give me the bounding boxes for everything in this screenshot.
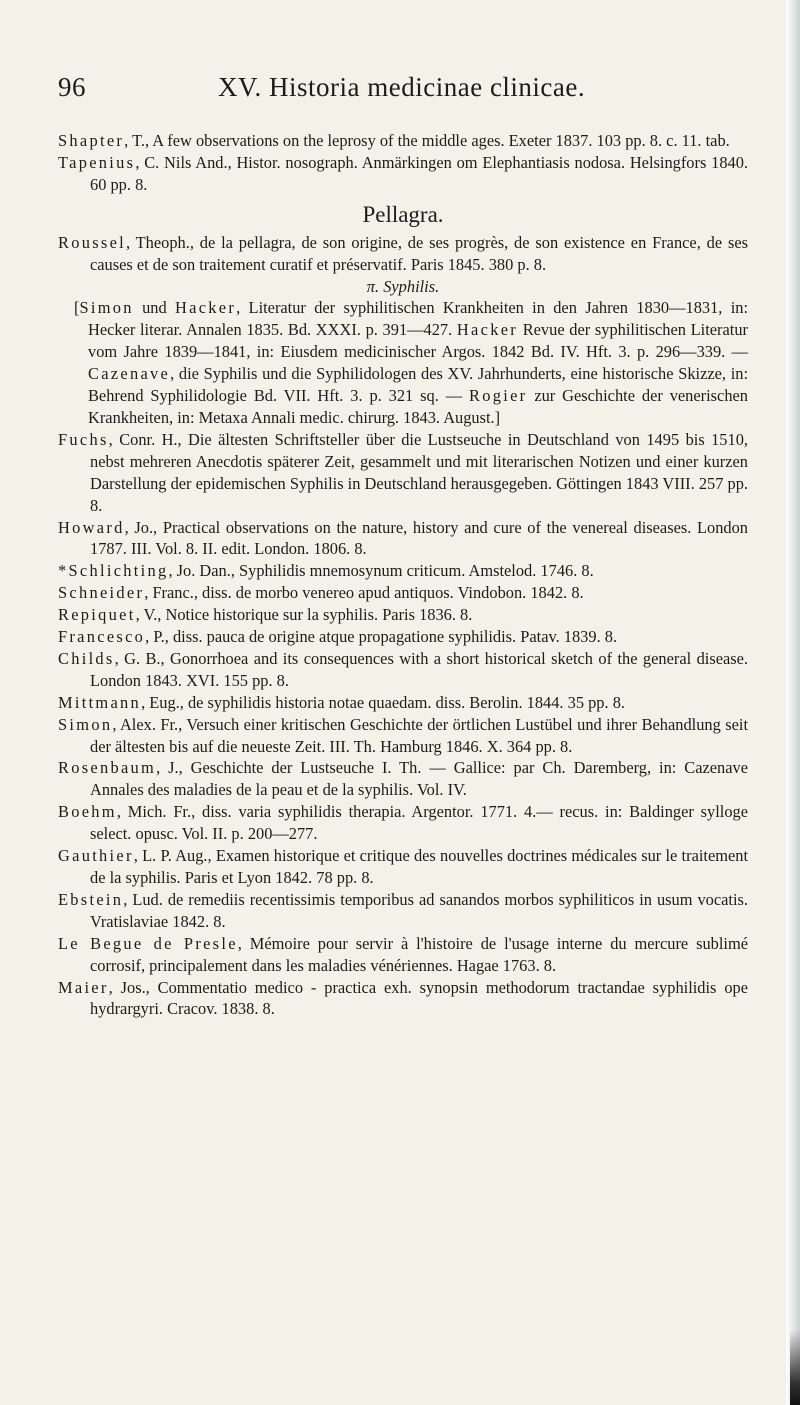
page-number: 96 <box>58 72 86 102</box>
page-edge-shadow <box>790 1330 800 1405</box>
bib-entry <box>58 648 748 692</box>
entry-author: Roussel <box>58 232 127 252</box>
entry-author: Simon <box>79 298 134 318</box>
entry-author: Shapter <box>58 131 125 150</box>
entry-author: Hacker <box>175 298 237 318</box>
entry-text: , C. Nils And., Histor. nosograph. Anmärkingen om Elephantiasis nodosa. Helsingfors 1840. 60 pp. 8. <box>90 152 748 194</box>
section-title-pellagra: Pellagra. <box>362 201 444 227</box>
entry-text: , Jo., Practical observations on the nature, history and cure of the venereal diseases. London 1787. III. Vol. 8. II. edit. London. 1806. 8. <box>90 517 748 559</box>
entry-author: Repiquet <box>58 605 136 625</box>
bib-entry <box>58 692 748 714</box>
page-edge <box>786 0 800 1405</box>
bibliography <box>58 130 748 1020</box>
running-header <box>58 72 738 106</box>
entry-author: Ebstein <box>58 889 124 909</box>
entry-text: , Alex. Fr., Versuch einer kritischen Geschichte der örtlichen Lustübel und ihrer Behandlung seit der ältesten bis auf die neueste Zeit. III. Th. Hamburg 1846. X. 364 pp. 8. <box>90 714 748 756</box>
entry-text: , Jos., Commentatio medico - practica exh. synopsin methodorum tractandae syphilidis ope hydrargyri. Cracov. 1838. 8. <box>90 977 748 1019</box>
bib-entry <box>58 130 748 152</box>
bib-entry <box>58 429 748 517</box>
entry-text: , V., Notice historique sur la syphilis. Paris 1836. 8. <box>135 605 473 625</box>
entry-text: , J., Geschichte der Lustseuche I. Th. — Gallice: par Ch. Daremberg, in: Cazenave Annales des maladies de la peau et de la syphilis. Vol. IV. <box>90 758 748 800</box>
entry-author: Simon <box>58 714 113 734</box>
entry-author: Childs <box>58 648 115 668</box>
header-title: XV. Historia medicinae clinicae. <box>218 72 586 102</box>
bib-entry <box>58 845 748 889</box>
entry-author: Rosenbaum <box>58 758 157 778</box>
bib-entry <box>58 889 748 933</box>
entry-author: Maier <box>58 977 109 997</box>
entry-text: , G. B., Gonorrhoea and its consequences with a short historical sketch of the general disease. London 1843. XVI. 155 pp. 8. <box>90 648 748 690</box>
bib-entry <box>58 933 748 977</box>
bracketed-literature-note <box>58 297 748 428</box>
bracket-open: [ <box>74 298 80 318</box>
bib-entry <box>58 560 748 582</box>
entry-author: Rogier <box>469 386 528 406</box>
entry-author: Tapenius <box>58 152 136 172</box>
bib-entry <box>58 757 748 801</box>
bib-entry <box>58 152 748 196</box>
bib-entry <box>58 714 748 758</box>
entry-author: Gauthier <box>58 846 134 866</box>
bib-entry <box>58 626 748 648</box>
entry-text: und <box>133 298 176 318</box>
entry-author: Boehm <box>58 802 117 822</box>
bib-entry <box>58 517 748 561</box>
entry-text: , Lud. de remediis recentissimis temporibus ad sanandos morbos syphiliticos in usum vocatis. Vratislaviae 1842. 8. <box>90 889 748 931</box>
entry-author: Fuchs <box>58 429 109 449</box>
entry-text: , T., A few observations on the leprosy of the middle ages. Exeter 1837. 103 pp. 8. c. 11. tab. <box>124 131 730 150</box>
entry-text: , Eug., de syphilidis historia notae quaedam. diss. Berolin. 1844. 35 pp. 8. <box>141 692 625 712</box>
entry-text: , Franc., diss. de morbo venereo apud antiquos. Vindobon. 1842. 8. <box>144 583 584 603</box>
entry-author: Hacker <box>456 320 519 340</box>
entry-text: Revue der syphilitischen Literatur vom Jahre 1839—1841, in: Eiusdem medicinischer Argos. 1842 Bd. IV. Hft. 3. p. 296—339. — <box>88 320 748 362</box>
entry-text: , L. P. Aug., Examen historique et critique des nouvelles doctrines médicales sur le traitement de la syphilis. Paris et Lyon 1842. 78 pp. 8. <box>90 846 748 887</box>
entry-author: *Schlichting <box>58 561 169 581</box>
entry-text: , Jo. Dan., Syphilidis mnemosynum criticum. Amstelod. 1746. 8. <box>168 561 594 581</box>
entry-text: , Theoph., de la pellagra, de son origine, de ses progrès, de son existence en France, de ses causes et de son traitement curatif et préservatif. Paris 1845. 380 p. 8. <box>90 232 748 274</box>
entry-text: zur Geschichte der venerischen Krankheiten, in: Metaxa Annali medic. chirurg. 1843. August. <box>88 386 748 427</box>
bib-entry <box>58 977 748 1021</box>
bib-entry <box>58 582 748 604</box>
bib-entry <box>58 801 748 845</box>
entry-text: , P., diss. pauca de origine atque propagatione syphilidis. Patav. 1839. 8. <box>145 627 618 647</box>
entry-text: , die Syphilis und die Syphilidologen des XV. Jahrhunderts, eine historische Skizze, in: Behrend Syphilidologie Bd. VII. Hft. 3. p. 321 sq. — <box>88 364 748 406</box>
entry-text: , Literatur der syphilitischen Krankheiten in den Jahren 1830—1831, in: Hecker literar. Annalen 1835. Bd. XXXI. p. 391—427. <box>88 298 748 340</box>
entry-author: Mittmann <box>58 692 142 712</box>
entry-author: Schneider <box>58 583 145 603</box>
entry-text: , Conr. H., Die ältesten Schriftsteller über die Lustseuche in Deutschland von 1495 bis 1510, nebst mehreren Anecdotis späterer Zeit, gesammelt und mit literarischen Notizen und einer kurzen Darstellung der epidemischen Syphilis in Deutschland herausgegeben. Göttingen 1843 VIII. 257 pp. 8. <box>90 429 748 515</box>
bracket-close: ] <box>494 407 501 427</box>
entry-text: , Mich. Fr., diss. varia syphilidis therapia. Argentor. 1771. 4.— recus. in: Baldinger sylloge select. opusc. Vol. II. p. 200—277. <box>90 802 748 844</box>
entry-text: , Mémoire pour servir à l'histoire de l'usage interne du mercure sublimé corrosif, principalement dans les maladies vénériennes. Hagae 1763. 8. <box>90 933 748 975</box>
bib-entry <box>58 604 748 626</box>
bib-entry <box>58 232 748 276</box>
section-title-syphilis: π. Syphilis. <box>366 276 440 296</box>
entry-author: Howard <box>58 517 125 537</box>
entry-author: Cazenave <box>88 364 171 384</box>
entry-author: Le Begue de Presle <box>58 933 238 953</box>
entry-author: Francesco <box>58 627 146 647</box>
